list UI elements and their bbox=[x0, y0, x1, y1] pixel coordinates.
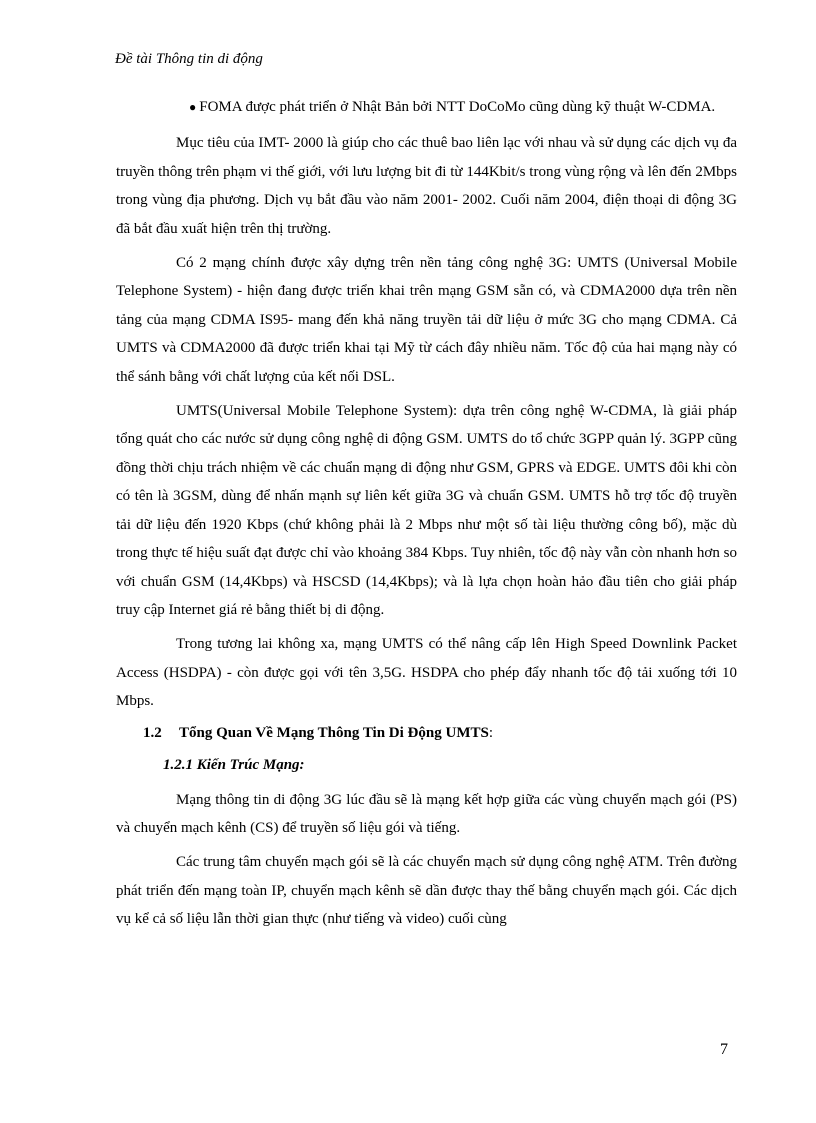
subsection-heading-1-2-1: 1.2.1 Kiến Trúc Mạng: bbox=[163, 756, 305, 773]
section-heading-1-2 bbox=[143, 722, 737, 744]
paragraph-text: FOMA được phát triển ở Nhật Bản bởi NTT DoCoMo cũng dùng kỹ thuật W-CDMA. bbox=[199, 99, 716, 115]
paragraph-umts: UMTS(Universal Mobile Telephone System): dựa trên công nghệ W-CDMA, là giải pháp tổng quát cho các nước sử dụng công nghệ di động GSM. UMTS do tổ chức 3GPP quản lý. 3GPP cũng đồng thời chịu trách nhiệm về các chuẩn mạng di động như GSM, GPRS và EDGE. UMTS đôi khi còn có tên là 3GSM, dùng để nhấn mạnh sự liên kết giữa 3G và chuẩn GSM. UMTS hỗ trợ tốc độ truyền tải dữ liệu đến 1920 Kbps (chứ không phải là 2 Mbps như một số tài liệu thường công bố), mặc dù trong thực tế hiệu suất đạt được chỉ vào khoảng 384 Kbps. Tuy nhiên, tốc độ này vẫn còn nhanh hơn so với chuẩn GSM (14,4Kbps) và HSCSD (14,4Kbps); và là lựa chọn hoàn hảo đầu tiên cho giải pháp truy cập Internet giá rẻ bằng thiết bị di động. bbox=[116, 403, 737, 618]
paragraph-3g-networks: Có 2 mạng chính được xây dựng trên nền tảng công nghệ 3G: UMTS (Universal Mobile Telephone System) - hiện đang được triển khai trên mạng GSM sẵn có, và CDMA2000 dựa trên nền tảng của mạng CDMA IS95- mang đến khả năng truyền tải dữ liệu ở mức 3G cho mạng CDMA. Cả UMTS và CDMA2000 đã được triển khai tại Mỹ từ cách đây nhiều năm. Tốc độ của hai mạng này có thể sánh bằng với chất lượng của kết nối DSL. bbox=[116, 255, 737, 385]
page-number: 7 bbox=[720, 1041, 728, 1058]
paragraph-atm: Các trung tâm chuyển mạch gói sẽ là các chuyển mạch sử dụng công nghệ ATM. Trên đường phát triển đến mạng toàn IP, chuyển mạch kênh sẽ dần được thay thế bằng chuyển mạch gói. Các dịch vụ kể cả số liệu lẫn thời gian thực (như tiếng và video) cuối cùng bbox=[116, 854, 737, 928]
paragraph-imt2000: Mục tiêu của IMT- 2000 là giúp cho các thuê bao liên lạc với nhau và sử dụng các dịch vụ đa truyền thông trên phạm vi thế giới, với lưu lượng bit đi từ 144Kbit/s trong vùng rộng và lên đến 2Mbps trong vùng địa phương. Dịch vụ bắt đầu vào năm 2001- 2002. Cuối năm 2004, điện thoại di động 3G đã bắt đầu xuất hiện trên thị trường. bbox=[116, 135, 737, 237]
section-colon: : bbox=[488, 724, 493, 741]
page-body bbox=[116, 93, 737, 940]
section-number: 1.2 bbox=[143, 724, 162, 741]
bullet-icon: ● bbox=[189, 100, 197, 114]
section-title: Tổng Quan Về Mạng Thông Tin Di Động UMTS bbox=[179, 724, 489, 741]
page-header: Đề tài Thông tin di động bbox=[115, 51, 263, 67]
bullet-paragraph-foma bbox=[116, 93, 737, 121]
paragraph-ps-cs: Mạng thông tin di động 3G lúc đầu sẽ là mạng kết hợp giữa các vùng chuyển mạch gói (PS) và chuyển mạch kênh (CS) để truyền số liệu gói và tiếng. bbox=[116, 791, 737, 836]
paragraph-hsdpa: Trong tương lai không xa, mạng UMTS có thể nâng cấp lên High Speed Downlink Packet Access (HSDPA) - còn được gọi với tên 3,5G. HSDPA cho phép đẩy nhanh tốc độ tải xuống tới 10 Mbps. bbox=[116, 636, 737, 710]
